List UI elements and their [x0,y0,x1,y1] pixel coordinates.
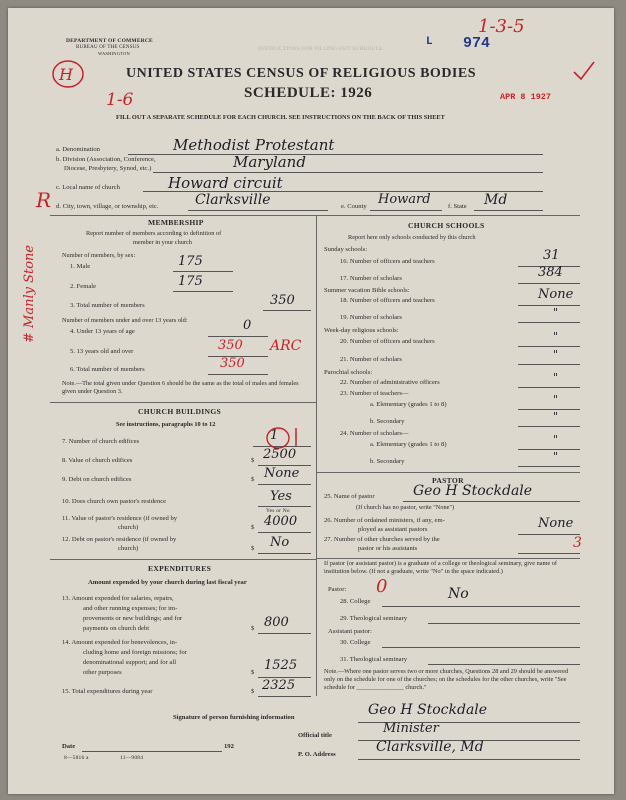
q13-line-2: and other running expenses; for im- [83,605,178,612]
margin-red-note: # Manly Stone [22,244,37,343]
q26-label-2: ployed as assistant pastors [358,526,428,533]
q3-label: 3. Total number of members [70,302,145,309]
q24b-label: b. Secondary [370,458,405,465]
buildings-heading: CHURCH BUILDINGS [138,407,222,416]
q25-value: Geo H Stockdale [413,483,533,499]
instructions-line: FILL OUT A SEPARATE SCHEDULE FOR EACH CHURCH. SEE INSTRUCTIONS ON THE BACK OF THIS SHEET [116,114,445,121]
q8-value: 2500 [263,447,297,462]
q15-label: 15. Total expenditures during year [62,688,153,695]
received-date-stamp: APR 8 1927 [500,92,552,102]
q13-value: 800 [264,615,289,630]
top-rule [50,215,580,216]
q17-value: 384 [538,265,563,280]
po-address-label: P. O. Address [298,751,336,758]
q4-value: 0 [243,318,252,333]
q13-line-1: 13. Amount expended for salaries, repairs, [62,595,174,602]
q26-value: None [538,516,574,531]
expenditures-heading: EXPENDITURES [148,564,212,573]
parochial-schools-label: Parochial schools: [324,369,373,376]
q1-label: 1. Male [70,263,91,270]
q24b-value: " [553,450,559,463]
state-label: f. State [448,203,467,210]
q5-label: 5. 13 years old and over [70,348,134,355]
q30-label: 30. College [340,639,371,646]
q2-value: 175 [178,274,203,289]
q21-value: " [553,348,559,361]
local-name-label: c. Local name of church [56,184,120,191]
pastor-note: Note.—Where one pastor serves two or more churches, Questions 28 and 29 should be answered only on the schedule for one of the churches; on the schedules for the other churches, write "See schedule for _______________ church." [324,668,569,691]
q27-label: 27. Number of other churches served by the [324,536,440,543]
q17-label: 17. Number of scholars [340,275,402,282]
form-number: 8—5816 a [64,755,89,761]
sunday-schools-label: Sunday schools: [324,246,368,253]
red-circle-mark [48,54,88,94]
q12-value: No [270,535,290,550]
date-label: Date [62,743,76,750]
q5-value: 350 [218,338,243,353]
expenditures-sub: Amount expended by your church during last fiscal year [88,579,247,586]
county-label: e. County [341,203,367,210]
signature-value: Geo H Stockdale [368,702,488,718]
schedule-title: SCHEDULE: 1926 [244,85,373,101]
q11-label: 11. Value of pastor's residence (if owned by [62,515,178,522]
summer-schools-label: Summer vacation Bible schools: [324,287,410,294]
q20-value: " [553,330,559,343]
q16-label: 16. Number of officers and teachers [340,258,435,265]
division-value: Maryland [233,153,306,171]
members-by-sex: Number of members, by sex: [62,252,136,259]
membership-note: Note.—The total given under Question 6 should be the same as the total of males and females given under Question 3. [62,380,299,395]
q29-label: 29. Theological seminary [340,615,408,622]
official-title-value: Minister [383,721,439,736]
q5-red-mark: ARC [270,338,302,354]
q31-label: 31. Theological seminary [340,656,408,663]
q23b-value: " [553,410,559,423]
buildings-sub: See instructions, paragraphs 10 to 12 [116,421,216,428]
division-label-2: Diocese, Presbytery, Synod, etc.) [64,165,152,172]
department-name: DEPARTMENT OF COMMERCE [66,38,153,44]
membership-heading: MEMBERSHIP [148,218,204,227]
red-r-mark: R [36,188,52,212]
membership-intro-2: member in your church [133,239,192,246]
q27-label-2: pastor or his assistants [358,545,418,552]
svg-text:H: H [59,65,73,84]
q12-label-2: church) [118,545,139,552]
denomination-value: Methodist Protestant [173,136,335,154]
official-title-label: Official title [298,732,332,739]
q14-line-1: 14. Amount expended for benevolences, in- [62,639,178,646]
age-intro: Number of members under and over 13 years old: [62,317,188,324]
q11-label-2: church) [118,524,139,531]
bureau-name: BUREAU OF THE CENSUS [76,45,140,50]
q24a-value: " [553,433,559,446]
q27-value: 3 [573,535,582,551]
local-name-value: Howard circuit [168,174,283,192]
form-title: UNITED STATES CENSUS OF RELIGIOUS BODIES [126,66,477,81]
county-value: Howard [378,192,431,207]
corner-handwriting: 1-3-5 [478,16,525,37]
q14-line-2: cluding home and foreign missions; for [83,649,187,656]
schools-intro: Report here only schools conducted by this church [348,234,476,241]
graduate-note: If pastor (or assistant pastor) is a graduate of a college or theological seminary, give name of institution below. (If not a graduate, write "No" in the space indicated.) [324,560,558,575]
q14-value: 1525 [264,658,298,673]
date-year: 192 [224,743,234,750]
pastor-heading: PASTOR [432,476,464,485]
q14-line-4: other purposes [83,669,122,676]
q23b-label: b. Secondary [370,418,405,425]
q12-label: 12. Debt on pastor's residence (if owned by [62,536,177,543]
print-number: 11—9084 [120,755,144,761]
q14-line-3: denominational support; and for all [83,659,177,666]
pastor-sub-label: Pastor: [328,586,347,593]
q21-label: 21. Number of scholars [340,356,402,363]
city-label: d. City, town, village, or township, etc. [56,203,159,210]
signature-label: Signature of person furnishing information [173,714,295,721]
q28-red-mark: 0 [376,576,388,597]
q26-label: 26. Number of ordained ministers, if any, em- [324,517,445,524]
q7-value: 1 [270,428,279,443]
q28-value: No [448,586,469,602]
q6-label: 6. Total number of members [70,366,145,373]
denomination-label: a. Denomination [56,146,100,153]
q18-value: None [538,287,574,302]
assistant-sub-label: Assistant pastor: [328,628,372,635]
q19-value: " [553,306,559,319]
form-letter: L [426,36,433,48]
q19-label: 19. Number of scholars [340,314,402,321]
q13-line-3: provements or new buildings; and for [83,615,183,622]
q23-label: 23. Number of teachers— [340,390,409,397]
q15-value: 2325 [262,678,296,693]
q2-label: 2. Female [70,283,97,290]
faint-bleedthrough-text: INSTRUCTIONS FOR FILLING OUT SCHEDULE [258,46,383,52]
q20-label: 20. Number of officers and teachers [340,338,435,345]
column-divider [316,216,317,696]
q25-sub: (If church has no pastor, write "None") [356,504,455,511]
q6-value: 350 [220,356,245,371]
q11-value: 4000 [264,514,298,529]
q22-value: " [553,371,559,384]
schools-heading: CHURCH SCHOOLS [408,221,485,230]
division-label: b. Division (Association, Conference, [56,156,156,163]
weekday-schools-label: Week-day religious schools: [324,327,399,334]
city-value: Clarksville [195,192,271,208]
q13-line-4: payments on church debt [83,625,150,632]
q18-label: 18. Number of officers and teachers [340,297,435,304]
red-check-icon [572,60,596,82]
q1-value: 175 [178,254,203,269]
q7-label: 7. Number of church edifices [62,438,140,445]
census-schedule-sheet: DEPARTMENT OF COMMERCE BUREAU OF THE CENSUS WASHINGTON INSTRUCTIONS FOR FILLING OUT SCHEDULE L 974 1-3-5 H UNITED STATES CENSUS OF RELIGIOUS BODIES SCHEDULE: 1926 1-6 APR 8 1927 FILL OUT A SEPARATE SCHEDULE FOR EACH CHURCH. SEE INSTRUCTIONS ON THE BACK OF THIS SHEET a. Denomination Methodist Protestant b. Division (Association, Conference, Diocese, Presbytery, Synod, etc.) Maryland c. Local name of church Howard circuit R d. City, town, village, or township, etc. Clarksville e. County Howard f. State Md MEMBERSHIP Report number of members according to definition of member in your church Number of members, by sex: 1. Male 175 2. Female 175 3. Total number of members 350 Number of members under and over 13 years old: 4. Under 13 years of age 0 5. 13 years old and over 350 ARC 6. Total number of members 350 Note.—The total given under Question 6 should be the same as the total of males and females given under Question 3. # Manly Stone CHURCH BUILDINGS See instructions, paragraphs 10 to 12 7. Number of church edifices 1 8. Value of church edifices $ 2500 9. Debt on church edifices $ None 10. Does church own pastor's residence Yes Yes or No 11. Value of pastor's residence (if owned by church) $ 4000 12. Debt on pastor's residence (if owned by church) $ No EXPENDITURES Amount expended by your church during last fiscal year 13. Amount expended for salaries, repairs, and other running expenses; for im- provements or new buildings; and for payments on church debt $ 800 14. Amount expended for benevolences, in- cluding home and foreign missions; for denominational support; and for all other purposes $ 1525 15. Total expenditures during year $ 2325 CHURCH SCHOOLS Report here only schools conducted by this church Sunday schools: 16. Number of officers and teachers 31 17. Number of scholars 384 Summer vacation Bible schools: 18. Number of officers and teachers None 19. Number of scholars " Week-day religious schools: 20. Number of officers and teachers " 21. Number of scholars " Parochial schools: 22. Number of administrative officers " 23. Number of teachers— a. Elementary (grades 1 to 8) " b. Secondary " 24. Number of scholars— a. Elementary (grades 1 to 8) " b. Secondary " PASTOR 25. Name of pastor Geo H Stockdale (If church has no pastor, write "None") 26. Number of ordained ministers, if any, em- ployed as assistant pastors None 27. Number of other churches served by the pastor or his assistants 3 If pastor (or assistant pastor) is a graduate of a college or theological seminary, give name of institution below. (If not a graduate, write "No" in the space indicated.) Pastor: 28. College No 0 29. Theological seminary Assistant pastor: 30. College 31. Theological seminary Note.—Where one pastor serves two or more churches, Questions 28 and 29 should be answered only on the schedule for one of the churches; on the schedules for the other churches, write "See schedule for _______________ church." Signature of person furnishing information Geo H Stockdale Official title Minister Date 192 P. O. Address Clarksville, Md 8—5816 a 11—9084 [8,8,614,794]
q10-hint: Yes or No [266,508,290,514]
q24a-label: a. Elementary (grades 1 to 8) [370,441,447,448]
red-left-note: 1-6 [106,90,134,110]
q9-label: 9. Debt on church edifices [62,476,132,483]
q23a-label: a. Elementary (grades 1 to 8) [370,401,447,408]
stamp-number: 974 [463,35,491,52]
q16-value: 31 [543,248,560,263]
q3-value: 350 [270,293,295,308]
q22-label: 22. Number of administrative officers [340,379,440,386]
state-value: Md [484,192,508,208]
q23a-value: " [553,393,559,406]
membership-intro: Report number of members according to definition of [86,230,222,237]
q28-label: 28. College [340,598,371,605]
bureau-city: WASHINGTON [98,51,130,56]
q9-value: None [264,466,300,481]
q4-label: 4. Under 13 years of age [70,328,135,335]
q10-label: 10. Does church own pastor's residence [62,498,167,505]
po-address-value: Clarksville, Md [376,739,484,755]
q24-label: 24. Number of scholars— [340,430,409,437]
q25-label: 25. Name of pastor [324,493,375,500]
q8-label: 8. Value of church edifices [62,457,133,464]
q10-value: Yes [270,489,292,504]
